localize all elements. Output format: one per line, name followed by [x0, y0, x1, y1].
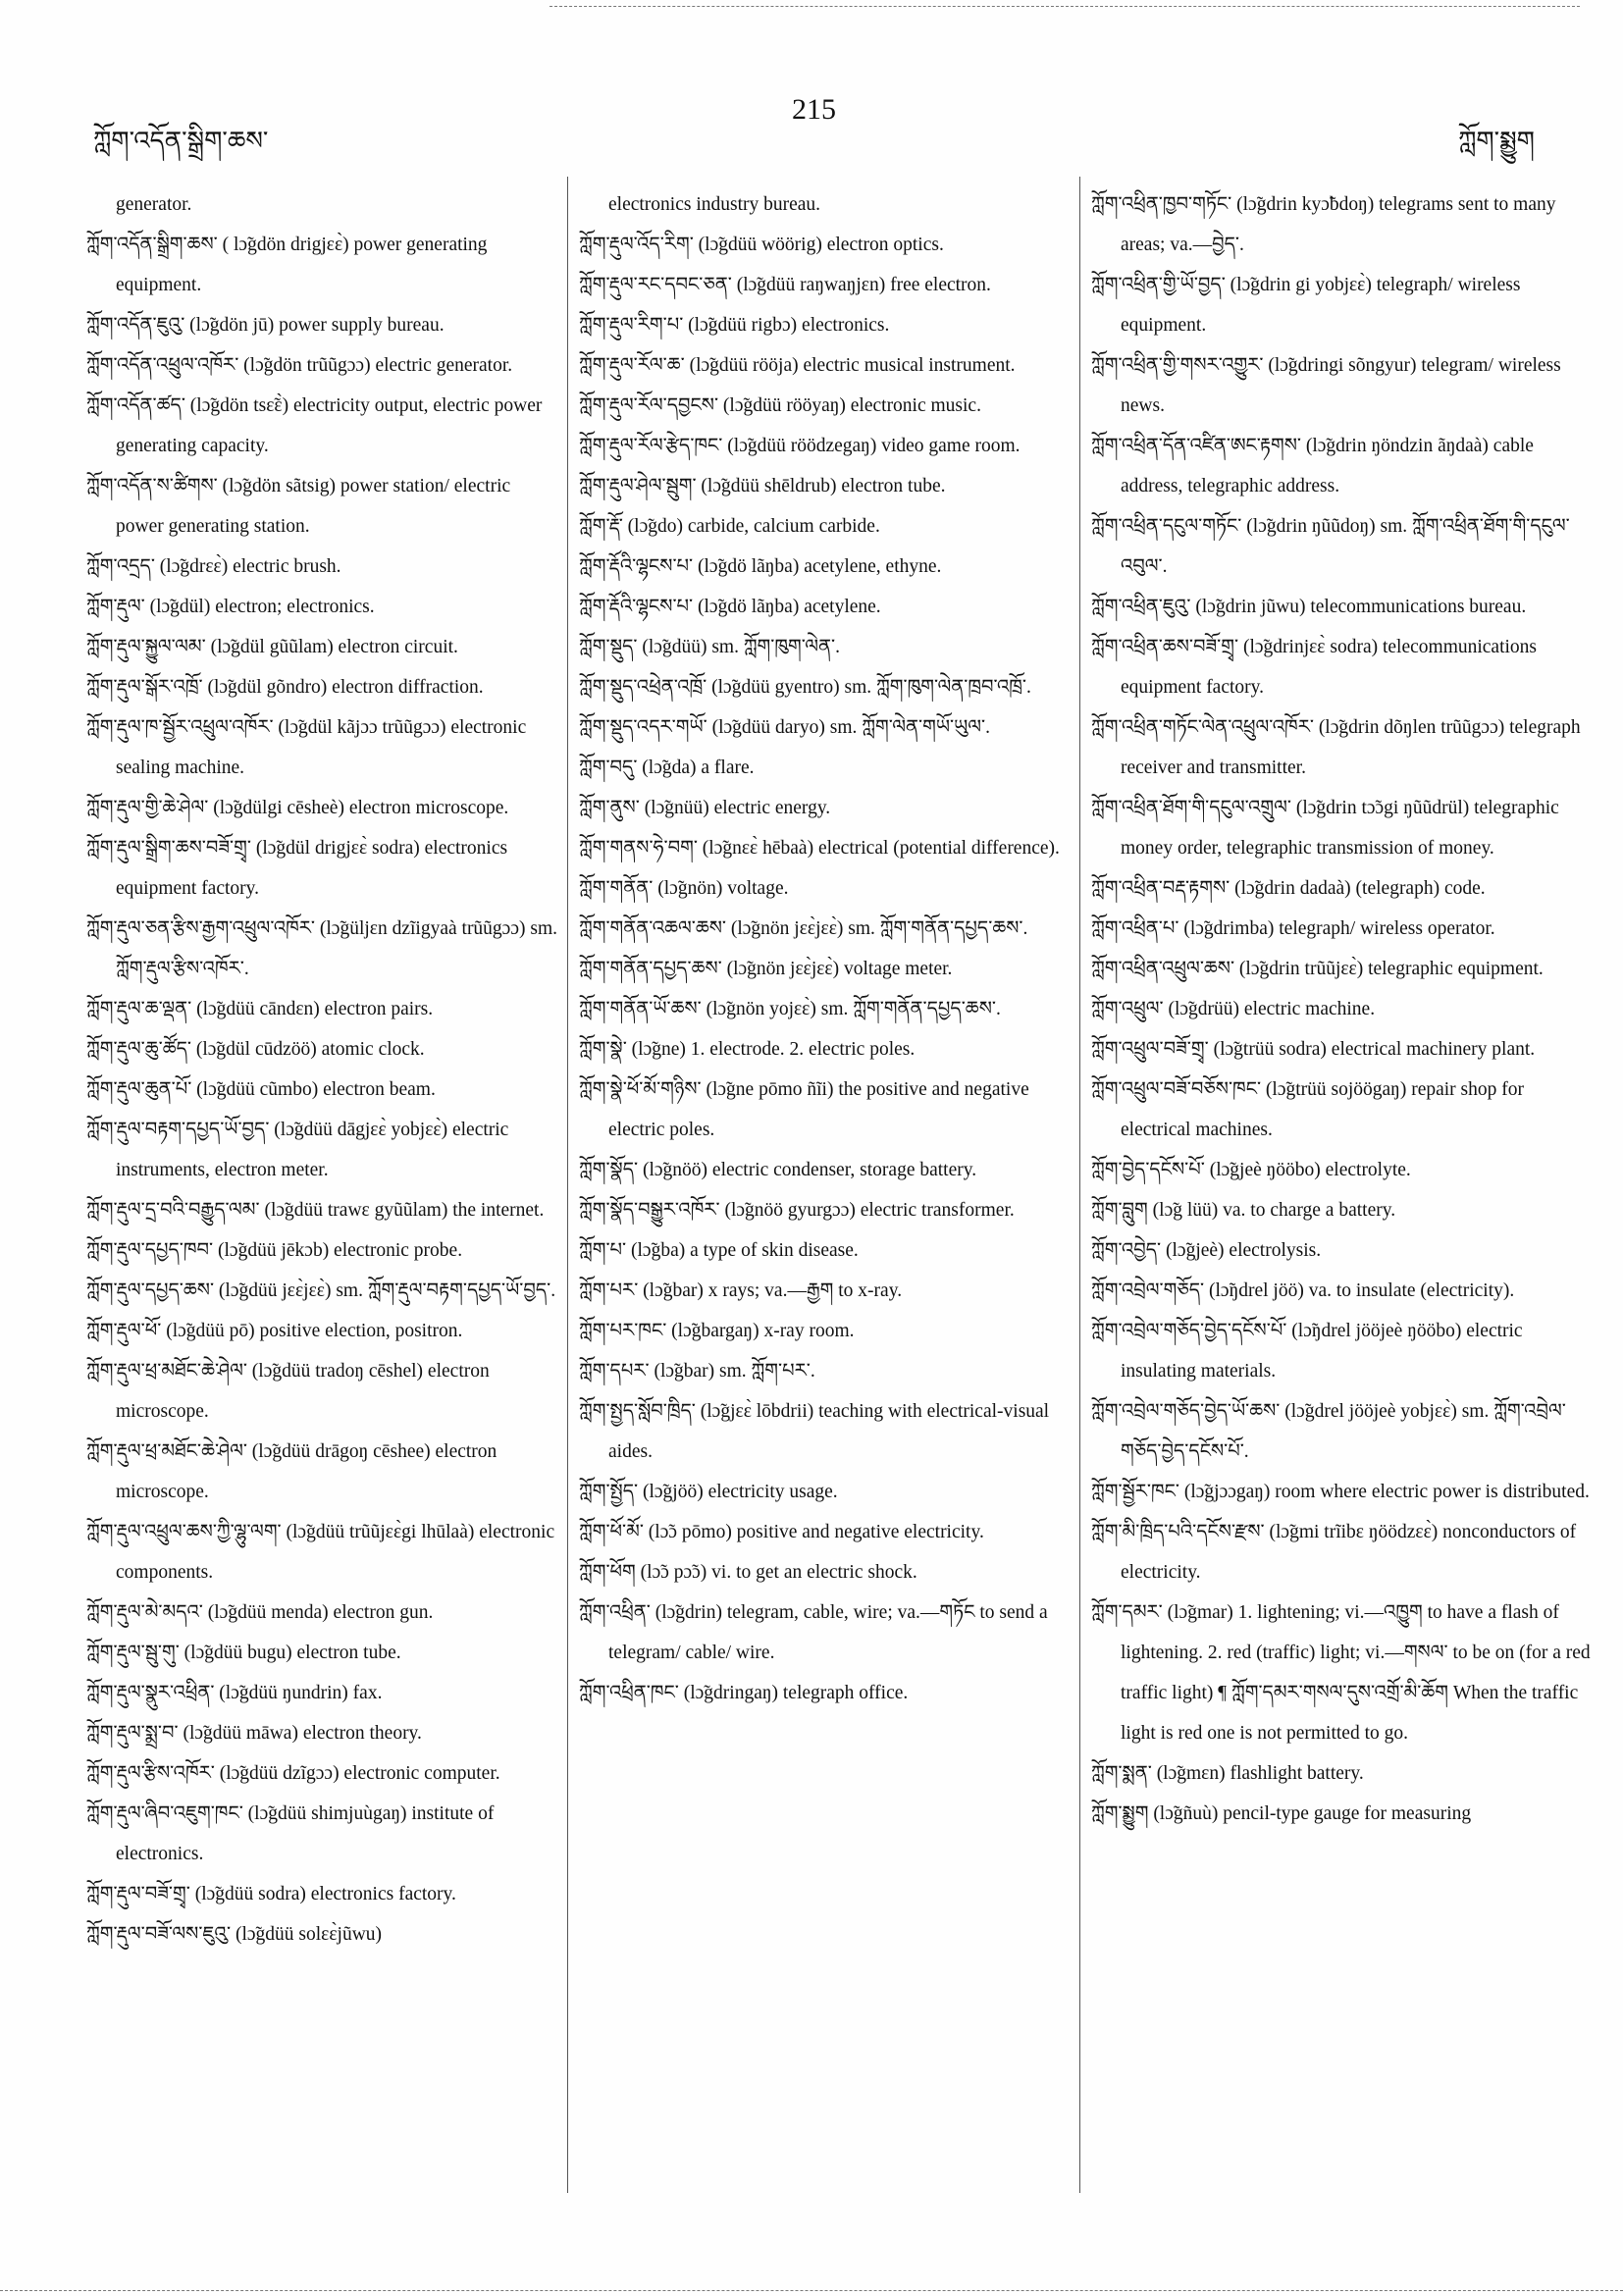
- dictionary-entry: ཀློག་རྡུལ་བཟོ་གྲྭ་ (lɔ̃gdüü sodra) electronics factory.: [86, 1884, 456, 1905]
- dictionary-entry: ཀློག་རྡོའི་ལྷངས་པ་ (lɔ̃gdö lãŋba) acetylene, ethyne.: [579, 556, 942, 577]
- dictionary-entry: ཀློག་འཕྲིན་པ་ (lɔ̃gdrimba) telegraph/ wireless operator.: [1091, 918, 1495, 939]
- dictionary-entry: ཀློག་སྦྱོར་ཁང་ (lɔ̃gjɔɔgaŋ) room where electric power is distributed.: [1091, 1482, 1590, 1502]
- dictionary-entry: ཀློག་སྤྱད་སློབ་ཁྲིད་ (lɔ̃gjɛɛ̀ lōbdrii) teaching with electrical-visual aides.: [579, 1401, 1050, 1462]
- dictionary-entry: ཀློག་རྡུལ་སྐྱུལ་ལམ་ (lɔ̃gdül gũũlam) electron circuit.: [86, 637, 458, 657]
- dictionary-entry: ཀློག་རྡུལ་སྒོར་འཁྲོ་ (lɔ̃gdül gõndro) electron diffraction.: [86, 677, 484, 698]
- dictionary-entry: ཀློག་འཕྲིན་ཐོག་གི་དངུལ་འགྲུལ་ (lɔ̃gdrin tɔ̃ɔgi ŋũũdrül) telegraphic money order, telegraphic transmission of money.: [1091, 798, 1559, 859]
- dictionary-entry: ཀློག་རྡུལ་ཆ་ལྡན་ (lɔ̃gdüü cāndɛn) electron pairs.: [86, 999, 434, 1019]
- dictionary-entry: ཀློག་སྣོད་ (lɔ̃gnöö) electric condenser, storage battery.: [579, 1160, 977, 1180]
- dictionary-entry: ཀློག་གནས་ཧེ་བག་ (lɔ̃gnɛɛ̀ hēbaà) electrical (potential difference).: [579, 838, 1060, 859]
- dictionary-entry: ཀློག་རྡུལ་ཆུན་པོ་ (lɔ̃gdüü cũmbo) electron beam.: [86, 1079, 436, 1100]
- dictionary-entry: ཀློག་འདོན་སྒྲིག་ཆས་ ( lɔ̃gdön drigjɛɛ̀) power generating equipment.: [86, 235, 488, 295]
- dictionary-entry: ཀློག་རྡུལ་སྒྲིག་ཆས་བཟོ་གྲྭ་ (lɔ̃gdül drigjɛɛ̀ sodra) electronics equipment factory.: [86, 838, 508, 899]
- dictionary-entry: ཀློག་འདོན་ཚད་ (lɔ̃gdön tsɛ̃ɛ̀) electricity output, electric power generating capacity.: [86, 395, 543, 456]
- dictionary-column-2: [579, 184, 1070, 2196]
- dictionary-entry: ཀློག་རྡུལ་འཕྲུལ་ཆས་ཀྱི་ལྷུ་ལག་ (lɔ̃gdüü trũũjɛɛ̀gi lhūlaà) electronic components.: [86, 1522, 555, 1583]
- dictionary-entry: ཀློག་འབྲེལ་གཅོད་བྱེད་དངོས་པོ་ (lɔ̃ŋdrel jööjeè ŋööbo) electric insulating materials.: [1091, 1321, 1523, 1382]
- dictionary-column-3: [1091, 184, 1592, 2196]
- scan-edge-line: [550, 6, 1580, 8]
- dictionary-entry: ཀློག་འཕྲིན་དོན་འཛིན་ཨང་རྟགས་ (lɔ̃gdrin ŋöndzin ãŋdaà) cable address, telegraphic address.: [1091, 436, 1534, 496]
- column-divider: [1079, 177, 1080, 2193]
- dictionary-entry: ཀློག་སྡུད་འཕྲེན་འཁྲོ་ (lɔ̃gdüü gyentro) sm. ཀློག་ཁུག་ལེན་ཁྲབ་འཁྲོ་.: [579, 677, 1031, 698]
- dictionary-entry: ཀློག་པ་ (lɔ̃gba) a type of skin disease.: [579, 1240, 859, 1261]
- dictionary-entry: ཀློག་འཕྲིན་བརྡ་རྟགས་ (lɔ̃gdrin dadaà) (telegraph) code.: [1091, 878, 1486, 899]
- header-left-guideword: ཀློག་འདོན་སྒྲིག་ཆས་: [93, 127, 269, 155]
- dictionary-entry: ཀློག་འཕྲིན་གྱི་གསར་འགྱུར་ (lɔ̃gdringi sõngyur) telegram/ wireless news.: [1091, 355, 1561, 416]
- dictionary-entry: ཀློག་སྤྱོད་ (lɔ̃gjöö) electricity usage.: [579, 1482, 838, 1502]
- dictionary-entry: electronics industry bureau.: [608, 194, 821, 215]
- dictionary-entry: ཀློག་ནུས་ (lɔ̃gnüü) electric energy.: [579, 798, 831, 818]
- dictionary-entry: ཀློག་རྡུལ་རིག་པ་ (lɔ̃gdüü rigbɔ) electronics.: [579, 315, 890, 336]
- dictionary-entry: ཀློག་རྡུལ་གྱི་ཆེ་ཤེལ་ (lɔ̃gdülgi cēsheè) electron microscope.: [86, 798, 509, 818]
- dictionary-entry: ཀློག་གནོན་ཡོ་ཆས་ (lɔ̃gnön yojɛɛ̀) sm. ཀློག་གནོན་དཔྱད་ཆས་.: [579, 999, 1001, 1019]
- page-number: 215: [792, 93, 836, 126]
- dictionary-entry: ཀློག་དཔར་ (lɔ̃gbar) sm. ཀློག་པར་.: [579, 1361, 815, 1382]
- dictionary-entry: ཀློག་འཕྲིན་གཏོང་ལེན་འཕྲུལ་འཁོར་ (lɔ̃gdrin dõŋlen trũũgɔɔ) telegraph receiver and transmitter.: [1091, 717, 1581, 778]
- dictionary-entry: ཀློག་རྡུལ་འོད་རིག་ (lɔ̃gdüü wöörig) electron optics.: [579, 235, 944, 255]
- dictionary-entry: ཀློག་འཕྲིན་དངུལ་གཏོང་ (lɔ̃gdrin ŋũũdoŋ) sm. ཀློག་འཕྲིན་ཐོག་གི་དངུལ་འབུལ་.: [1091, 516, 1570, 577]
- dictionary-entry: ཀློག་རྡོའི་ལྷངས་པ་ (lɔ̃gdö lãŋba) acetylene.: [579, 597, 881, 617]
- dictionary-entry: ཀློག་མི་ཁྲིད་པའི་དངོས་རྫས་ (lɔ̃gmi trĩibɛ ŋöödzɛɛ̀) nonconductors of electricity.: [1091, 1522, 1577, 1583]
- dictionary-entry: ཀློག་སྨན་ (lɔ̃gmɛn) flashlight battery.: [1091, 1763, 1364, 1784]
- dictionary-entry: ཀློག་སྡུད་འདར་གཡོ་ (lɔ̃gdüü daryo) sm. ཀློག་ལེན་གཡོ་ཡུལ་.: [579, 717, 990, 738]
- dictionary-entry: ཀློག་རྡུལ་དཔྱད་ཆས་ (lɔ̃gdüü jɛɛ̀jɛɛ̀) sm. ཀློག་རྡུལ་བརྟག་དཔྱད་ཡོ་བྱད་.: [86, 1280, 556, 1301]
- dictionary-entry: ཀློག་འདོན་ཇུའུ་ (lɔ̃gdön jū) power supply bureau.: [86, 315, 445, 336]
- dictionary-entry: ཀློག་འཕྲིན་ཇུའུ་ (lɔ̃gdrin jũwu) telecommunications bureau.: [1091, 597, 1527, 617]
- dictionary-entry: ཀློག་འདོན་འཕྲུལ་འཁོར་ (lɔ̃gdön trũũgɔɔ) electric generator.: [86, 355, 513, 376]
- dictionary-entry: ཀློག་གནོན་འཆལ་ཆས་ (lɔ̃gnön jɛɛ̀jɛɛ̀) sm. ཀློག་གནོན་དཔྱད་ཆས་.: [579, 918, 1028, 939]
- dictionary-entry: ཀློག་འཕྲིན་ཁྱབ་གཏོང་ (lɔ̃gdrin kyɔ̃bdoŋ) telegrams sent to many areas; va.—བྱེད་.: [1091, 194, 1556, 255]
- dictionary-column-1: [86, 184, 557, 2196]
- dictionary-entry: ཀློག་རྡུལ་བརྟག་དཔྱད་ཡོ་བྱད་ (lɔ̃gdüü dāgjɛɛ̀ yobjɛɛ̀) electric instruments, electron meter.: [86, 1120, 509, 1180]
- dictionary-entry: ཀློག་པར་ཁང་ (lɔ̃gbargaŋ) x-ray room.: [579, 1321, 855, 1341]
- dictionary-entry: ཀློག་རྡུལ་བཟོ་ལས་ཇུའུ་ (lɔ̃gdüü solɛɛ̀jũwu): [86, 1924, 383, 1945]
- dictionary-entry: ཀློག་འཕྲུལ་བཟོ་བཅོས་ཁང་ (lɔ̃gtrüü sojöögaŋ) repair shop for electrical machines.: [1091, 1079, 1524, 1140]
- dictionary-entry: ཀློག་རྡུལ་ཤེལ་སྦུག་ (lɔ̃gdüü shēldrub) electron tube.: [579, 476, 946, 496]
- dictionary-entry: ཀློག་སྨྱུག (lɔ̃gñuù) pencil-type gauge for measuring: [1091, 1803, 1472, 1824]
- dictionary-entry: ཀློག་འདྲད་ (lɔ̃gdrɛɛ̀) electric brush.: [86, 556, 341, 577]
- page-header: [93, 93, 1535, 155]
- dictionary-entry: ཀློག་སྣེ་ (lɔ̃gne) 1. electrode. 2. electric poles.: [579, 1039, 916, 1060]
- dictionary-entry: ཀློག་རྡུལ་དཔྱད་ཁབ་ (lɔ̃gdüü jēkɔb) electronic probe.: [86, 1240, 463, 1261]
- dictionary-entry: ཀློག་འབྲེལ་གཅོད་བྱེད་ཡོ་ཆས་ (lɔ̃gdrel jööjeè yobjɛɛ̀) sm. ཀློག་འབྲེལ་གཅོད་བྱེད་དངོས་པོ་.: [1091, 1401, 1566, 1462]
- dictionary-entry: ཀློག་འབྱེད་ (lɔ̃gjeè) electrolysis.: [1091, 1240, 1322, 1261]
- header-right-guideword: ཀློག་སྨྱུག: [1458, 127, 1535, 155]
- dictionary-entry: ཀློག་ཕོ་མོ་ (lɔ̃ɔ pōmo) positive and negative electricity.: [579, 1522, 984, 1542]
- dictionary-entry: ཀློག་རྡུལ་རོལ་ཆ་ (lɔ̃gdüü rööja) electric musical instrument.: [579, 355, 1016, 376]
- dictionary-entry: ཀློག་རྡུལ་སྦུ་གུ་ (lɔ̃gdüü bugu) electron tube.: [86, 1643, 401, 1663]
- dictionary-entry: ཀློག་རྡུལ་རོལ་དབྱངས་ (lɔ̃gdüü rööyaŋ) electronic music.: [579, 395, 981, 416]
- dictionary-entry: ཀློག་སྣེ་ཕོ་མོ་གཉིས་ (lɔ̃gne pōmo ñĩi) the positive and negative electric poles.: [579, 1079, 1029, 1140]
- dictionary-entry: ཀློག་སྡུད་ (lɔ̃gdüü) sm. ཀློག་ཁུག་ལེན་.: [579, 637, 841, 657]
- dictionary-entry: ཀློག་འཕྲིན་ཁང་ (lɔ̃gdringaŋ) telegraph office.: [579, 1683, 909, 1703]
- dictionary-entry: ཀློག་རྡུལ་སྨྲ་བ་ (lɔ̃gdüü māwa) electron theory.: [86, 1723, 422, 1744]
- dictionary-entry: ཀློག་འཕྲིན་ཆས་བཟོ་གྲྭ་ (lɔ̃gdrinjɛɛ̀ sodra) telecommunications equipment factory.: [1091, 637, 1538, 698]
- dictionary-entry: ཀློག་རྡུལ་ (lɔ̃gdül) electron; electronics.: [86, 597, 375, 617]
- dictionary-entry: ཀློག་རྡུལ་ཅན་རྩིས་རྒྱག་འཕྲུལ་འཁོར་ (lɔ̃güljɛn dzĩigyaà trũũgɔɔ) sm. ཀློག་རྡུལ་རྩིས་འཁོར་.: [86, 918, 557, 979]
- dictionary-entry: ཀློག་རྡུལ་ཕོ་ (lɔ̃gdüü pō) positive election, positron.: [86, 1321, 463, 1341]
- dictionary-entry: ཀློག་དམར་ (lɔ̃gmar) 1. lightening; vi.—འཁྱུག to have a flash of lightening. 2. red (traffic) light; vi.—གསལ་ to be on (for a red traffic light) ¶ ཀློག་དམར་གསལ་དུས་འགྲོ་མི་ཆོག When the traffic light is red one is not permitted to go.: [1091, 1602, 1591, 1744]
- dictionary-entry: ཀློག་སྣོད་བསྒྱུར་འཁོར་ (lɔ̃gnöö gyurgɔɔ) electric transformer.: [579, 1200, 1015, 1221]
- dictionary-entry: ཀློག་གནོན་ (lɔ̃gnön) voltage.: [579, 878, 789, 899]
- dictionary-entry: ཀློག་པར་ (lɔ̃gbar) x rays; va.—རྒྱག to x-ray.: [579, 1280, 903, 1301]
- dictionary-entry: ཀློག་རྡུལ་མེ་མདའ་ (lɔ̃gdüü menda) electron gun.: [86, 1602, 434, 1623]
- dictionary-entry: ཀློག་རྡུལ་ཕྲ་མཐོང་ཆེ་ཤེལ་ (lɔ̃gdüü drāgoŋ cēshee) electron microscope.: [86, 1441, 497, 1502]
- scan-edge-line: [0, 2290, 1623, 2292]
- dictionary-entry: ཀློག་བདུ་ (lɔ̃gda) a flare.: [579, 757, 755, 778]
- dictionary-entry: ཀློག་རྡུལ་རང་དབང་ཅན་ (lɔ̃gdüü raŋwaŋjɛn) free electron.: [579, 275, 991, 295]
- dictionary-entry: ཀློག་འཕྲུལ་བཟོ་གྲྭ་ (lɔ̃gtrüü sodra) electrical machinery plant.: [1091, 1039, 1536, 1060]
- dictionary-entry: ཀློག་རྡུལ་དྲ་བའི་བརྒྱུད་ལམ་ (lɔ̃gdüü trawɛ gyũũlam) the internet.: [86, 1200, 545, 1221]
- dictionary-entry: ཀློག་རྡུལ་ཆུ་ཚོད་ (lɔ̃gdül cūdzöö) atomic clock.: [86, 1039, 425, 1060]
- dictionary-entry: ཀློག་ཕོག (lɔ̃ɔ pɔ̃ɔ) vi. to get an electric shock.: [579, 1562, 917, 1583]
- dictionary-entry: ཀློག་རྡོ་ (lɔ̃gdo) carbide, calcium carbide.: [579, 516, 880, 537]
- dictionary-entry: ཀློག་རྡུལ་སྣུར་འཕྲིན་ (lɔ̃gdüü ŋundrin) fax.: [86, 1683, 383, 1703]
- dictionary-entry: ཀློག་འཕྲུལ་ (lɔ̃gdrüü) electric machine.: [1091, 999, 1376, 1019]
- dictionary-entry: ཀློག་རྡུལ་རོལ་རྩེད་ཁང་ (lɔ̃gdüü röödzegaŋ) video game room.: [579, 436, 1021, 456]
- dictionary-entry: ཀློག་འཕྲིན་འཕྲུལ་ཆས་ (lɔ̃gdrin trũũjɛɛ̀) telegraphic equipment.: [1091, 959, 1544, 979]
- dictionary-entry: ཀློག་རྡུལ་ཞིབ་འཇུག་ཁང་ (lɔ̃gdüü shimjuùgaŋ) institute of electronics.: [86, 1803, 495, 1864]
- dictionary-entry: ཀློག་བྱེད་དངོས་པོ་ (lɔ̃gjeè ŋööbo) electrolyte.: [1091, 1160, 1411, 1180]
- dictionary-entry: ཀློག་འཕྲིན་གྱི་ཡོ་བྱད་ (lɔ̃gdrin gi yobjɛɛ̀) telegraph/ wireless equipment.: [1091, 275, 1521, 336]
- dictionary-entry: generator.: [116, 194, 192, 215]
- dictionary-entry: ཀློག་རྡུལ་ཁ་སྦྱོར་འཕྲུལ་འཁོར་ (lɔ̃gdül kãjɔɔ trũũgɔɔ) electronic sealing machine.: [86, 717, 527, 778]
- dictionary-entry: ཀློག་རྡུལ་རྩིས་འཁོར་ (lɔ̃gdüü dzĩgɔɔ) electronic computer.: [86, 1763, 500, 1784]
- dictionary-entry: ཀློག་འབྲེལ་གཅོད་ (lɔ̃ŋdrel jöö) va. to insulate (electricity).: [1091, 1280, 1515, 1301]
- dictionary-entry: ཀློག་གནོན་དཔྱད་ཆས་ (lɔ̃gnön jɛɛ̀jɛɛ̀) voltage meter.: [579, 959, 953, 979]
- column-divider: [567, 177, 568, 2193]
- dictionary-entry: ཀློག་རྡུལ་ཕྲ་མཐོང་ཆེ་ཤེལ་ (lɔ̃gdüü tradoŋ cēshel) electron microscope.: [86, 1361, 490, 1422]
- dictionary-entry: ཀློག་འཕྲིན་ (lɔ̃gdrin) telegram, cable, wire; va.—གཏོང to send a telegram/ cable/ wire.: [579, 1602, 1048, 1663]
- dictionary-entry: ཀློག་འདོན་ས་ཚིགས་ (lɔ̃gdön sãtsig) power station/ electric power generating station.: [86, 476, 511, 537]
- dictionary-entry: ཀློག་བླུག (lɔ̃g lüü) va. to charge a battery.: [1091, 1200, 1396, 1221]
